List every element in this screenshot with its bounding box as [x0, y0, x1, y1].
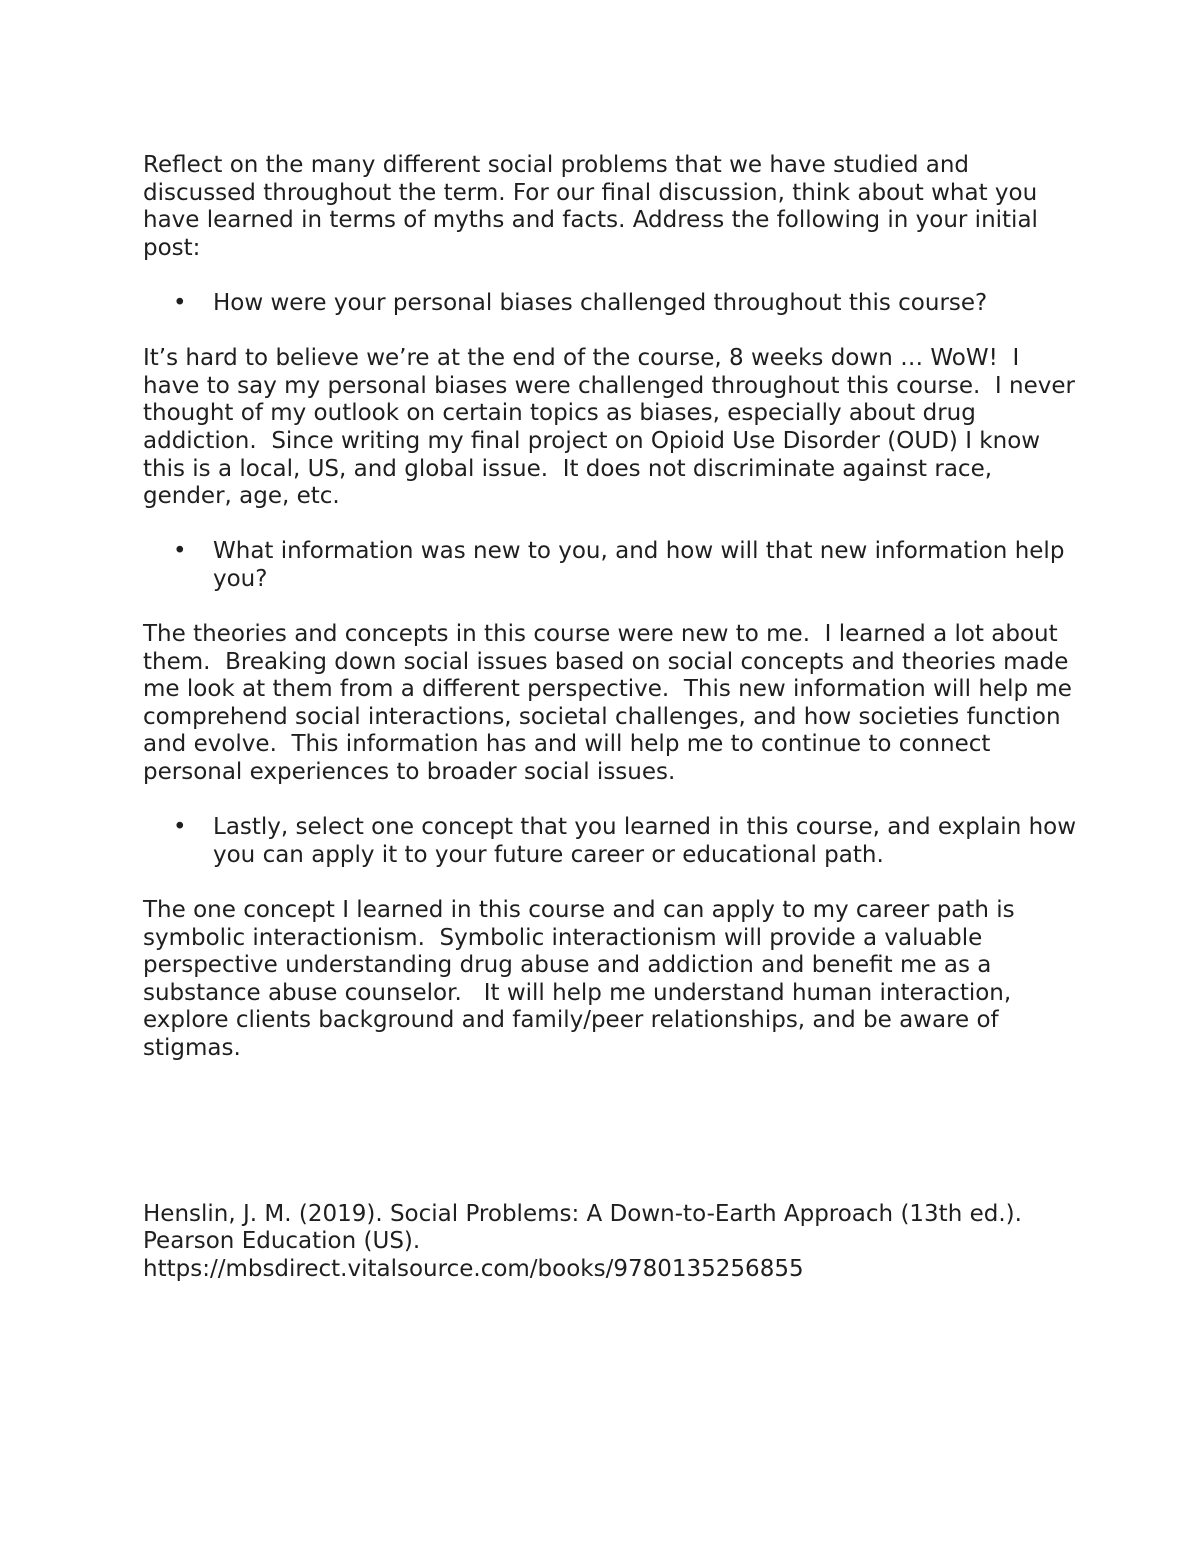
reference-block [143, 1201, 1078, 1284]
answer-paragraph-2: The theories and concepts in this course were new to me. I learned a lot about them. Breaking down social issues based on social concepts and theories made me look at them from a different perspective. This new information will help me comprehend social interactions, societal challenges, and how societies function and evolve. This information has and will help me to continue to connect personal experiences to broader social issues. [143, 621, 1080, 786]
question-text-2: What information was new to you, and how will that new information help you? [213, 538, 1065, 592]
intro-paragraph: Reflect on the many different social problems that we have studied and discussed throughout the term. For our final discussion, think about what you have learned in terms of myths and facts. Address the following in your initial post: [143, 152, 1046, 261]
question-text-3: Lastly, select one concept that you learned in this course, and explain how you can apply it to your future career or educational path. [213, 814, 1077, 868]
question-list-2 [143, 538, 1078, 593]
question-item-3 [143, 814, 1078, 869]
question-list-3 [143, 814, 1078, 869]
document-body [143, 152, 1083, 1283]
question-item-1 [143, 290, 1078, 318]
question-list-1 [143, 290, 1078, 318]
reference-url: https://mbsdirect.vitalsource.com/books/9780135256855 [143, 1255, 804, 1282]
answer-paragraph-3: The one concept I learned in this course and can apply to my career path is symbolic interactionism. Symbolic interactionism will provide a valuable perspective understanding drug abuse and addiction and benefit me as a substance abuse counselor. It will help me understand human interaction, explore clients background and family/peer relationships, and be aware of stigmas. [143, 897, 1022, 1061]
reference-citation: Henslin, J. M. (2019). Social Problems: A Down-to-Earth Approach (13th ed.). Pearson Education (US). [143, 1200, 1030, 1255]
bullet-icon: • [173, 538, 187, 565]
answer-paragraph-1: It’s hard to believe we’re at the end of the course, 8 weeks down … WoW! I have to say my personal biases were challenged throughout this course. I never thought of my outlook on certain topics as biases, especially about drug addiction. Since writing my final project on Opioid Use Disorder (OUD) I know this is a local, US, and global issue. It does not discriminate against race, gender, age, etc. [143, 345, 1083, 510]
bullet-icon: • [173, 289, 187, 316]
bullet-icon: • [173, 814, 187, 841]
question-item-2 [143, 538, 1078, 593]
question-text-1: How were your personal biases challenged throughout this course? [213, 289, 988, 316]
blank-space [143, 1063, 1078, 1201]
